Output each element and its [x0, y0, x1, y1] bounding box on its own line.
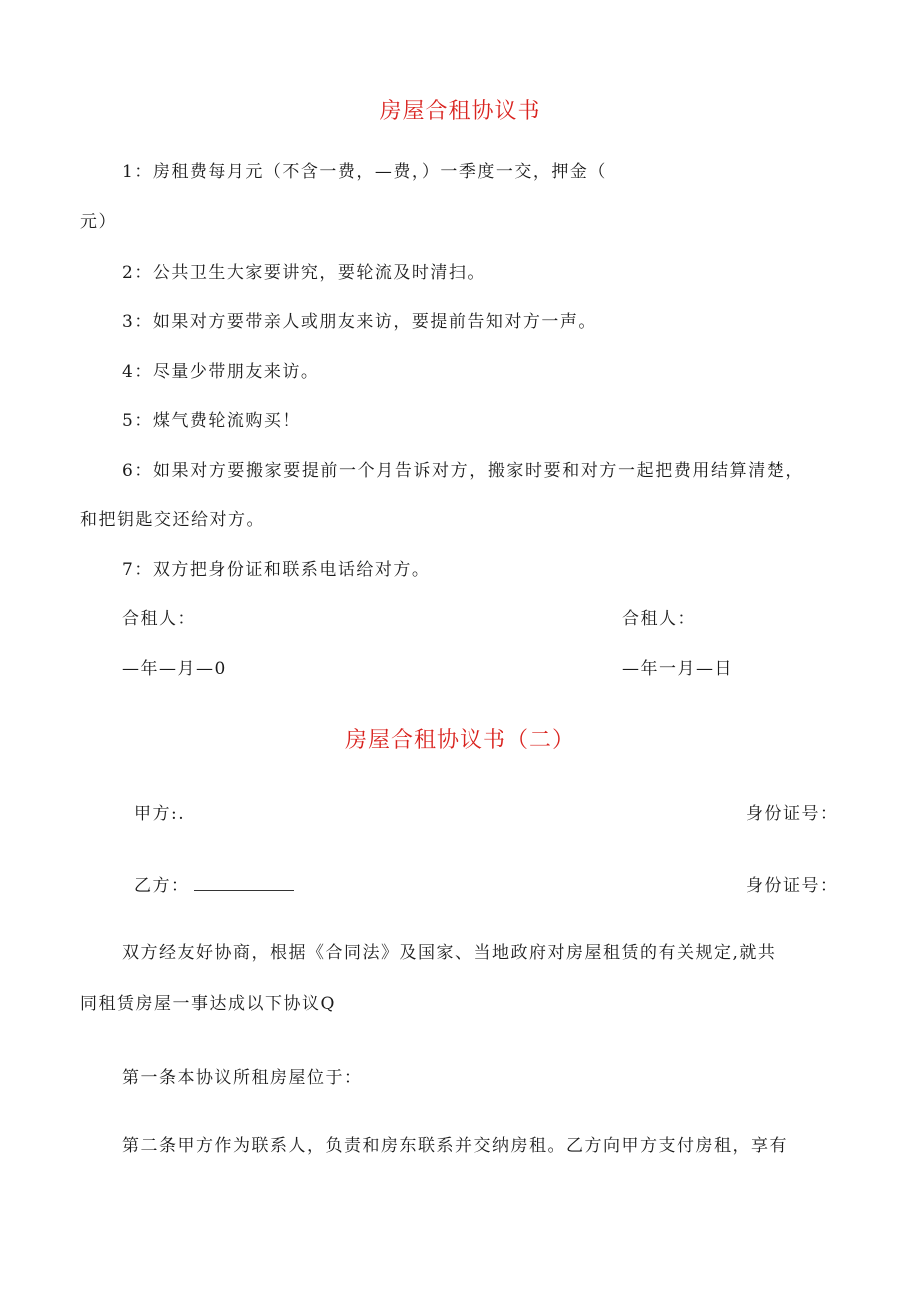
doc1-item-6: 6：如果对方要搬家要提前一个月告诉对方，搬家时要和对方一起把费用结算清楚，	[122, 461, 805, 481]
doc1-item-5: 5：煤气费轮流购买！	[122, 411, 301, 431]
doc2-party-b: 乙方：	[134, 876, 190, 896]
doc1-signature-left: 合租人：	[122, 609, 196, 629]
doc1-signature-right: 合租人：	[622, 609, 696, 629]
doc1-item-3: 3：如果对方要带亲人或朋友来访，要提前告知对方一声。	[122, 312, 597, 332]
doc1-item-6-cont: 和把钥匙交还给对方。	[80, 510, 265, 530]
doc2-article-2: 第二条甲方作为联系人，负责和房东联系并交纳房租。乙方向甲方支付房租，享有	[122, 1136, 788, 1156]
doc2-party-a-id: 身份证号：	[746, 804, 839, 824]
doc2-party-b-blank	[194, 876, 294, 891]
doc1-item-1-cont: 元）	[80, 212, 117, 232]
doc1-title: 房屋合租协议书	[379, 99, 541, 124]
doc2-party-b-id: 身份证号：	[746, 876, 839, 896]
doc1-date-left: —年—月—0	[122, 659, 227, 679]
doc2-article-1: 第一条本协议所租房屋位于：	[122, 1068, 363, 1088]
doc1-date-right: —年一月—日	[622, 659, 733, 679]
doc1-item-2: 2：公共卫生大家要讲究，要轮流及时清扫。	[122, 263, 486, 283]
doc2-title: 房屋合租协议书（二）	[344, 728, 575, 753]
doc1-item-4: 4：尽量少带朋友来访。	[122, 362, 320, 382]
doc2-party-b-row	[134, 875, 294, 897]
doc2-intro-line2: 同租赁房屋一事达成以下协议Q	[80, 994, 336, 1014]
doc2-party-a: 甲方:.	[134, 804, 186, 824]
doc1-item-7: 7：双方把身份证和联系电话给对方。	[122, 560, 431, 580]
doc2-intro-line1: 双方经友好协商，根据《合同法》及国家、当地政府对房屋租赁的有关规定,就共	[122, 943, 777, 963]
doc1-item-1: 1：房租费每月元（不含一费，—费，）一季度一交，押金（	[122, 162, 607, 182]
